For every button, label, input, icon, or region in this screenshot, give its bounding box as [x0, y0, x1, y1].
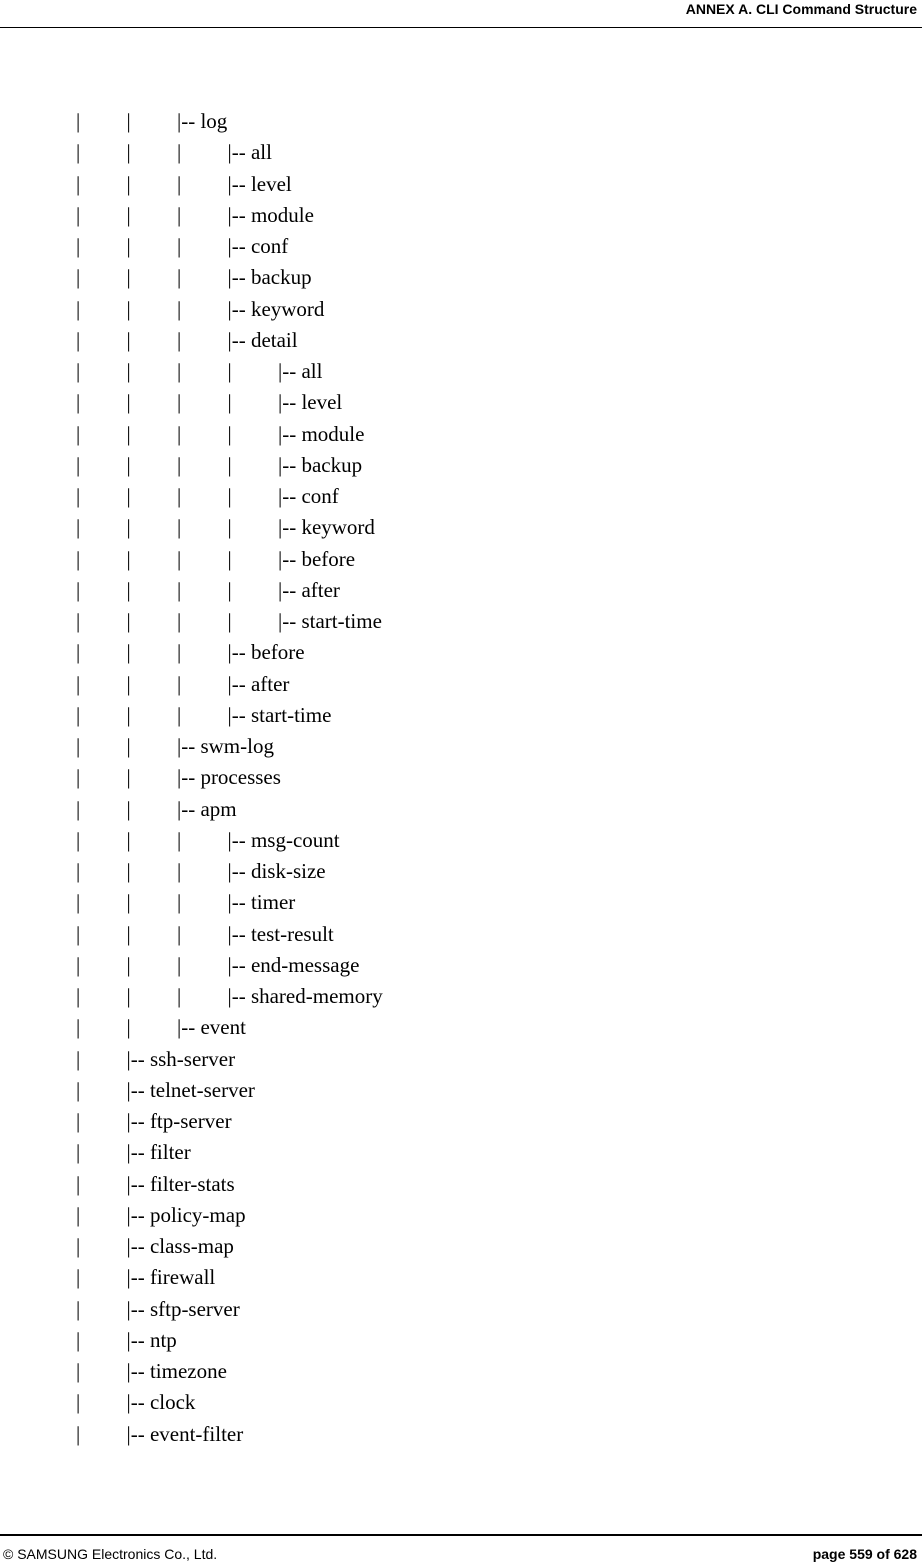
- tree-branch-line: |: [177, 171, 182, 196]
- tree-branch-line: |: [177, 327, 182, 352]
- tree-node-label: |-- test-result: [227, 921, 334, 946]
- tree-branch-line: |: [76, 1265, 81, 1290]
- tree-row: [0, 668, 922, 699]
- tree-row: [0, 1136, 922, 1167]
- tree-row: [0, 230, 922, 261]
- tree-branch-line: |: [76, 546, 81, 571]
- tree-branch-line: |: [126, 577, 131, 602]
- tree-node-label: |-- clock: [126, 1390, 196, 1415]
- tree-node-label: |-- after: [227, 671, 290, 696]
- tree-branch-line: |: [177, 484, 182, 508]
- tree-row: [0, 886, 922, 917]
- tree-branch-line: |: [177, 202, 182, 227]
- tree-node-label: |-- sftp-server: [126, 1296, 240, 1321]
- tree-node-label: |-- firewall: [126, 1265, 216, 1290]
- tree-branch-line: |: [76, 359, 81, 383]
- tree-node-label: |-- start-time: [278, 609, 382, 633]
- tree-row: [0, 1230, 922, 1261]
- tree-node-label: |-- conf: [278, 484, 339, 508]
- tree-node-label: |-- log: [177, 109, 228, 133]
- tree-branch-line: |: [177, 702, 182, 727]
- tree-node-label: |-- timezone: [126, 1359, 227, 1383]
- tree-branch-line: |: [126, 859, 131, 883]
- tree-branch-line: |: [76, 796, 81, 821]
- tree-branch-line: |: [126, 765, 131, 790]
- command-tree: [0, 105, 922, 1449]
- tree-row: [0, 918, 922, 949]
- tree-row: [0, 605, 922, 636]
- tree-branch-line: |: [126, 109, 131, 133]
- tree-node-label: |-- disk-size: [227, 859, 326, 883]
- tree-branch-line: |: [76, 609, 81, 633]
- tree-branch-line: |: [76, 921, 81, 946]
- tree-branch-line: |: [76, 1202, 81, 1227]
- tree-branch-line: |: [126, 546, 131, 571]
- tree-branch-line: |: [76, 765, 81, 790]
- tree-node-label: |-- backup: [227, 265, 312, 290]
- tree-branch-line: |: [177, 452, 182, 477]
- tree-branch-line: |: [76, 952, 81, 977]
- tree-node-label: |-- detail: [227, 327, 298, 352]
- tree-branch-line: |: [227, 421, 232, 446]
- tree-branch-line: |: [177, 265, 182, 290]
- tree-node-label: |-- apm: [177, 796, 237, 821]
- tree-row: [0, 855, 922, 886]
- tree-row: [0, 1168, 922, 1199]
- tree-branch-line: |: [76, 1015, 81, 1040]
- tree-branch-line: |: [76, 327, 81, 352]
- tree-branch-line: |: [76, 984, 81, 1008]
- tree-branch-line: |: [177, 421, 182, 446]
- tree-row: [0, 355, 922, 386]
- tree-branch-line: |: [177, 546, 182, 571]
- tree-branch-line: |: [177, 296, 182, 321]
- tree-branch-line: |: [126, 171, 131, 196]
- tree-node-label: |-- processes: [177, 765, 281, 790]
- tree-branch-line: |: [76, 1171, 81, 1196]
- tree-node-label: |-- shared-memory: [227, 984, 383, 1008]
- tree-row: [0, 1074, 922, 1105]
- tree-node-label: |-- backup: [278, 452, 363, 477]
- tree-branch-line: |: [126, 327, 131, 352]
- tree-branch-line: |: [227, 609, 232, 633]
- tree-branch-line: |: [76, 671, 81, 696]
- tree-branch-line: |: [76, 452, 81, 477]
- tree-branch-line: |: [227, 484, 232, 508]
- tree-branch-line: |: [76, 265, 81, 290]
- tree-branch-line: |: [126, 890, 131, 915]
- tree-branch-line: |: [126, 1015, 131, 1040]
- tree-branch-line: |: [126, 234, 131, 258]
- header-divider: [0, 27, 922, 28]
- tree-branch-line: |: [76, 390, 81, 415]
- tree-branch-line: |: [76, 859, 81, 883]
- tree-branch-line: |: [76, 296, 81, 321]
- tree-node-label: |-- event-filter: [126, 1421, 244, 1446]
- tree-branch-line: |: [126, 296, 131, 321]
- tree-row: [0, 543, 922, 574]
- tree-branch-line: |: [177, 640, 182, 665]
- tree-branch-line: |: [126, 702, 131, 727]
- tree-row: [0, 449, 922, 480]
- tree-row: [0, 980, 922, 1011]
- tree-branch-line: |: [76, 1046, 81, 1071]
- tree-branch-line: |: [76, 1140, 81, 1165]
- tree-branch-line: |: [227, 546, 232, 571]
- tree-branch-line: |: [76, 109, 81, 133]
- tree-branch-line: |: [76, 1390, 81, 1415]
- tree-branch-line: |: [177, 671, 182, 696]
- tree-node-label: |-- filter-stats: [126, 1171, 235, 1196]
- tree-row: [0, 105, 922, 136]
- tree-node-label: |-- before: [278, 546, 356, 571]
- tree-row: [0, 1261, 922, 1292]
- tree-node-label: |-- ssh-server: [126, 1046, 236, 1071]
- tree-row: [0, 1043, 922, 1074]
- tree-branch-line: |: [76, 1421, 81, 1446]
- tree-branch-line: |: [76, 171, 81, 196]
- footer-page-number: page 559 of 628: [812, 1546, 917, 1562]
- tree-node-label: |-- class-map: [126, 1234, 234, 1258]
- tree-branch-line: |: [76, 515, 81, 540]
- tree-branch-line: |: [126, 265, 131, 290]
- tree-row: [0, 824, 922, 855]
- tree-row: [0, 168, 922, 199]
- tree-node-label: |-- module: [227, 202, 314, 227]
- tree-branch-line: |: [76, 1109, 81, 1133]
- tree-branch-line: |: [76, 234, 81, 258]
- tree-row: [0, 1199, 922, 1230]
- tree-branch-line: |: [177, 577, 182, 602]
- tree-branch-line: |: [126, 390, 131, 415]
- tree-node-label: |-- filter: [126, 1140, 191, 1165]
- tree-branch-line: |: [126, 952, 131, 977]
- tree-node-label: |-- conf: [227, 234, 289, 258]
- tree-branch-line: |: [177, 359, 182, 383]
- tree-branch-line: |: [76, 1327, 81, 1352]
- tree-branch-line: |: [126, 484, 131, 508]
- tree-branch-line: |: [76, 140, 81, 165]
- page-header: ANNEX A. CLI Command Structure: [685, 1, 917, 17]
- tree-branch-line: |: [126, 421, 131, 446]
- tree-row: [0, 1324, 922, 1355]
- tree-row: [0, 1418, 922, 1449]
- tree-row: [0, 480, 922, 511]
- tree-branch-line: |: [177, 827, 182, 852]
- tree-row: [0, 324, 922, 355]
- tree-branch-line: |: [227, 515, 232, 540]
- tree-branch-line: |: [227, 359, 232, 383]
- tree-branch-line: |: [177, 984, 182, 1008]
- tree-branch-line: |: [126, 609, 131, 633]
- tree-branch-line: |: [126, 515, 131, 540]
- tree-row: [0, 1105, 922, 1136]
- tree-branch-line: |: [227, 390, 232, 415]
- tree-node-label: |-- level: [227, 171, 292, 196]
- tree-branch-line: |: [177, 921, 182, 946]
- tree-branch-line: |: [126, 796, 131, 821]
- tree-branch-line: |: [76, 1296, 81, 1321]
- tree-node-label: |-- all: [278, 359, 323, 383]
- tree-node-label: |-- level: [278, 390, 343, 415]
- tree-branch-line: |: [76, 202, 81, 227]
- tree-branch-line: |: [76, 734, 81, 758]
- tree-branch-line: |: [76, 421, 81, 446]
- tree-row: [0, 1386, 922, 1417]
- tree-node-label: |-- module: [278, 421, 365, 446]
- tree-node-label: |-- keyword: [227, 296, 325, 321]
- tree-branch-line: |: [177, 609, 182, 633]
- tree-branch-line: |: [177, 140, 182, 165]
- tree-branch-line: |: [177, 515, 182, 540]
- tree-branch-line: |: [76, 1077, 81, 1102]
- tree-branch-line: |: [76, 484, 81, 508]
- tree-branch-line: |: [126, 452, 131, 477]
- tree-node-label: |-- policy-map: [126, 1202, 246, 1227]
- tree-branch-line: |: [177, 890, 182, 915]
- tree-branch-line: |: [227, 577, 232, 602]
- tree-node-label: |-- all: [227, 140, 272, 165]
- footer-copyright: © SAMSUNG Electronics Co., Ltd.: [3, 1546, 218, 1562]
- tree-branch-line: |: [126, 734, 131, 758]
- tree-node-label: |-- start-time: [227, 702, 332, 727]
- tree-node-label: |-- telnet-server: [126, 1077, 255, 1102]
- tree-row: [0, 699, 922, 730]
- tree-branch-line: |: [76, 702, 81, 727]
- tree-branch-line: |: [177, 390, 182, 415]
- tree-branch-line: |: [126, 140, 131, 165]
- tree-node-label: |-- end-message: [227, 952, 360, 977]
- tree-row: [0, 261, 922, 292]
- tree-branch-line: |: [177, 234, 182, 258]
- tree-branch-line: |: [76, 890, 81, 915]
- tree-node-label: |-- keyword: [278, 515, 375, 540]
- tree-node-label: |-- ftp-server: [126, 1109, 232, 1133]
- tree-branch-line: |: [126, 984, 131, 1008]
- tree-branch-line: |: [126, 640, 131, 665]
- tree-node-label: |-- timer: [227, 890, 296, 915]
- tree-row: [0, 793, 922, 824]
- tree-row: [0, 1355, 922, 1386]
- tree-branch-line: |: [177, 859, 182, 883]
- tree-branch-line: |: [76, 827, 81, 852]
- tree-branch-line: |: [76, 1234, 81, 1258]
- tree-branch-line: |: [126, 359, 131, 383]
- tree-node-label: |-- before: [227, 640, 305, 665]
- tree-row: [0, 418, 922, 449]
- tree-branch-line: |: [126, 921, 131, 946]
- tree-branch-line: |: [126, 827, 131, 852]
- tree-node-label: |-- swm-log: [177, 734, 274, 758]
- tree-node-label: |-- ntp: [126, 1327, 177, 1352]
- tree-row: [0, 636, 922, 667]
- tree-branch-line: |: [177, 952, 182, 977]
- tree-branch-line: |: [76, 1359, 81, 1383]
- tree-row: [0, 1011, 922, 1042]
- tree-row: [0, 511, 922, 542]
- tree-row: [0, 136, 922, 167]
- tree-branch-line: |: [126, 202, 131, 227]
- tree-row: [0, 949, 922, 980]
- tree-row: [0, 1293, 922, 1324]
- tree-branch-line: |: [227, 452, 232, 477]
- tree-node-label: |-- after: [278, 577, 340, 602]
- tree-node-label: |-- msg-count: [227, 827, 340, 852]
- tree-row: [0, 574, 922, 605]
- tree-row: [0, 761, 922, 792]
- tree-branch-line: |: [76, 577, 81, 602]
- tree-row: [0, 293, 922, 324]
- tree-row: [0, 199, 922, 230]
- footer-divider: [0, 1534, 922, 1536]
- tree-branch-line: |: [126, 671, 131, 696]
- tree-row: [0, 386, 922, 417]
- tree-node-label: |-- event: [177, 1015, 246, 1040]
- tree-row: [0, 730, 922, 761]
- tree-branch-line: |: [76, 640, 81, 665]
